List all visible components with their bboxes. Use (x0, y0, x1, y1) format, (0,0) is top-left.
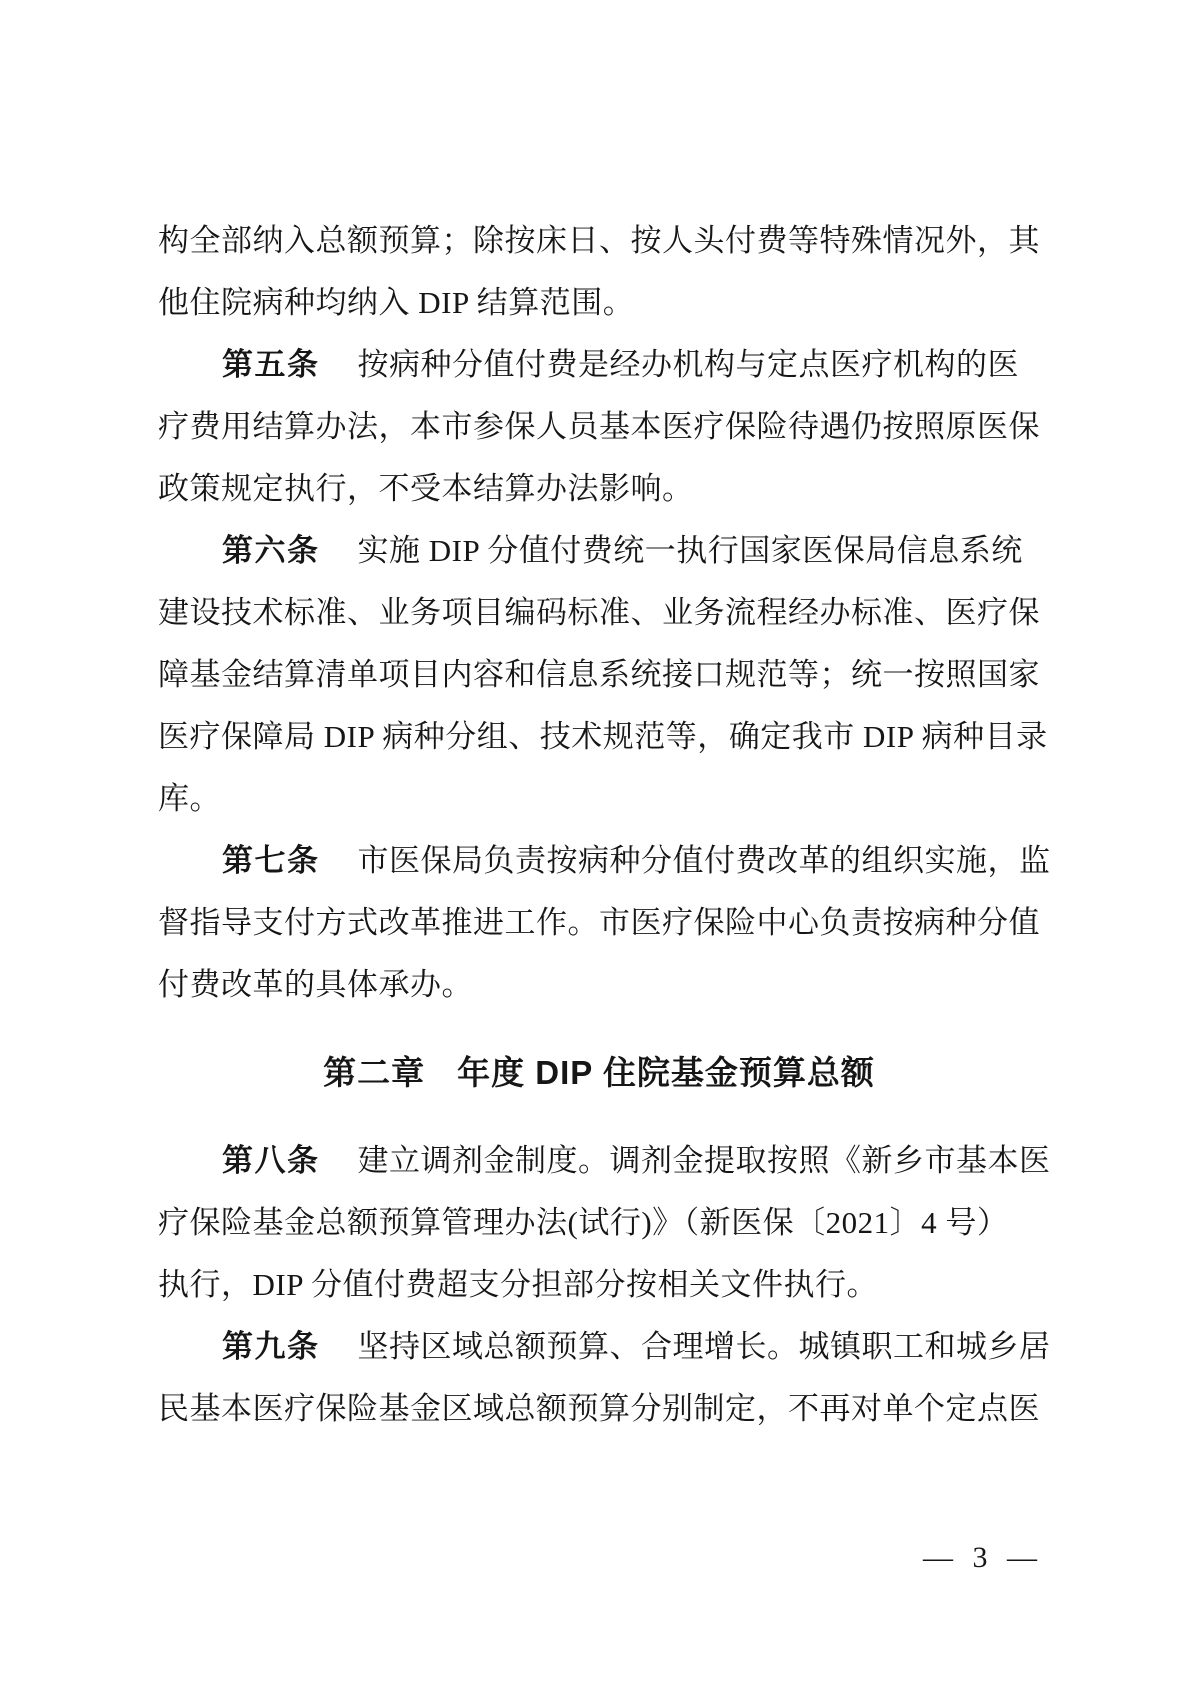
line-text: 政策规定执行，不受本结算办法影响。 (158, 471, 694, 506)
text-line (158, 706, 1048, 768)
page-number: — 3 — (923, 1541, 1043, 1574)
line-text: 执行，DIP 分值付费超支分担部分按相关文件执行。 (158, 1267, 879, 1302)
text-line (158, 458, 1040, 520)
text-line (158, 582, 1040, 644)
chapter-number: 第二章 (323, 1054, 426, 1091)
line-text: 建设技术标准、业务项目编码标准、业务流程经办标准、医疗保 (158, 595, 1040, 630)
line-text: 障基金结算清单项目内容和信息系统接口规范等；统一按照国家 (158, 657, 1040, 692)
chapter-heading (158, 1042, 1040, 1104)
line-text: 建立调剂金制度。调剂金提取按照《新乡市基本医 (357, 1143, 1051, 1178)
document-body (158, 210, 1051, 1440)
line-text: 实施 DIP 分值付费统一执行国家医保局信息系统 (357, 533, 1023, 568)
text-line (158, 210, 1040, 272)
body-paragraph (158, 210, 1040, 334)
text-line (158, 892, 1040, 954)
text-line (158, 830, 1051, 892)
article-number: 第五条 (222, 347, 320, 382)
article-number: 第七条 (222, 843, 320, 878)
text-line (158, 954, 1040, 1016)
chapter-title: 年度 DIP 住院基金预算总额 (457, 1054, 875, 1091)
article-paragraph (158, 1130, 1051, 1316)
text-line (158, 1378, 1040, 1440)
line-text: 民基本医疗保险基金区域总额预算分别制定，不再对单个定点医 (158, 1391, 1040, 1426)
line-text: 疗费用结算办法，本市参保人员基本医疗保险待遇仍按照原医保 (158, 409, 1040, 444)
text-line (158, 396, 1040, 458)
text-line (158, 1130, 1051, 1192)
article-number: 第八条 (222, 1143, 320, 1178)
line-text: 医疗保障局 DIP 病种分组、技术规范等，确定我市 DIP 病种目录 (158, 719, 1048, 754)
line-text: 坚持区域总额预算、合理增长。城镇职工和城乡居 (357, 1329, 1051, 1364)
line-text: 库。 (158, 781, 221, 816)
text-line (158, 1316, 1051, 1378)
text-line (158, 334, 1040, 396)
text-line (158, 520, 1040, 582)
line-text: 疗保险基金总额预算管理办法(试行)》（新医保〔2021〕4 号） (158, 1205, 1009, 1240)
page-footer (923, 1536, 1043, 1580)
line-text: 按病种分值付费是经办机构与定点医疗机构的医 (357, 347, 1019, 382)
text-line (158, 644, 1040, 706)
article-number: 第九条 (222, 1329, 320, 1364)
text-line (158, 1192, 1040, 1254)
article-number: 第六条 (222, 533, 320, 568)
line-text: 市医保局负责按病种分值付费改革的组织实施，监 (357, 843, 1051, 878)
text-line (158, 272, 1040, 334)
article-paragraph (158, 830, 1051, 1016)
line-text: 构全部纳入总额预算；除按床日、按人头付费等特殊情况外，其 (158, 223, 1040, 258)
text-line (158, 768, 1040, 830)
text-line (158, 1254, 1040, 1316)
article-paragraph (158, 1316, 1051, 1440)
line-text: 付费改革的具体承办。 (158, 967, 473, 1002)
article-paragraph (158, 334, 1040, 520)
line-text: 督指导支付方式改革推进工作。市医疗保险中心负责按病种分值 (158, 905, 1040, 940)
article-paragraph (158, 520, 1048, 830)
line-text: 他住院病种均纳入 DIP 结算范围。 (158, 285, 635, 320)
